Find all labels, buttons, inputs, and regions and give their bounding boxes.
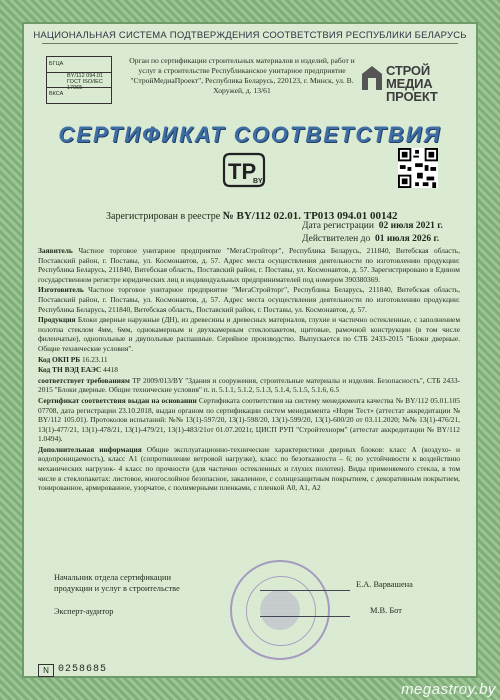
- logo-house-icon: [362, 66, 382, 90]
- basis-section: [38, 396, 460, 444]
- serial-number: 0258685: [58, 664, 108, 675]
- registry-number: № BY/112 02.01. ТР013 094.01 00142: [222, 210, 398, 222]
- applicant-section: [38, 246, 460, 284]
- tnved-code: 4418: [103, 365, 118, 375]
- certificate-paper: [22, 22, 478, 678]
- okp-label: Код ОКП РБ: [38, 354, 81, 364]
- head-signatory-title: [54, 572, 180, 594]
- seal-emblem: [260, 590, 300, 630]
- maker-label: Изготовитель: [38, 285, 84, 295]
- tr-conformity-mark: [222, 152, 266, 188]
- head-signatory-name: Е.А. Варвашена: [356, 580, 413, 589]
- head-signature-line: [260, 590, 350, 591]
- site-watermark: megastroy.by: [401, 681, 496, 698]
- national-system-header: НАЦИОНАЛЬНАЯ СИСТЕМА ПОДТВЕРЖДЕНИЯ СООТВЕТСТВИЯ РЕСПУБЛИКИ БЕЛАРУСЬ: [33, 30, 467, 41]
- maker-section: [38, 285, 460, 314]
- vksa-label: ВКСА: [49, 91, 64, 97]
- expert-signature-line: [260, 616, 350, 617]
- logo-line-2: МЕДИА: [386, 76, 433, 91]
- logo-line-1: СТРОЙ: [386, 63, 430, 78]
- requirements-label: соответствует требованиям: [38, 375, 130, 385]
- certification-body: Орган по сертификации строительных материалов и изделий, работ и услуг в строительстве Республиканское унитарное предприятие "СтройМедиаПроект", Республика Беларусь, 220123, г. Минск, ул. В. Хоружей, д. 13/61: [129, 56, 355, 95]
- tr-mark-sub: BY: [253, 178, 263, 185]
- okp-code: 16.23.11: [82, 354, 108, 364]
- serial-prefix: N: [38, 664, 54, 677]
- requirements-section: [38, 376, 460, 395]
- bgca-label: БГЦА: [49, 61, 64, 67]
- registry-label: Зарегистрирован в реестре: [106, 211, 221, 222]
- product-label: Продукция: [38, 315, 76, 325]
- applicant-text: Частное торговое унитарное предприятие "МегаСтройторг", Республика Беларусь, 211840, Витебская область, Поставский район, г. Поставы, ул. Космонавтов, д. 57. Адрес места осуществления деятельности по изготовлению продукции: Республика Беларусь, 211840, Витебская область, Поставский район, г. Поставы, ул. Космонавтов, д. 57. Зарегистрировано в Едином государственном регистре юридических лиц и индивидуальных предпринимателей под номером 390380369.: [38, 246, 460, 284]
- official-seal: [230, 560, 330, 660]
- okp-section: [38, 355, 460, 365]
- requirements-text: ТР 2009/013/BY "Здания и сооружения, строительные материалы и изделия. Безопасность", СТБ 2433-2015 "Блоки дверные. Общие технические условия" п. п. 5.1.1, 5.1.2, 5.1.3, 5.1.4, 5.1.5, 5.1.6, 6.5: [38, 375, 460, 395]
- header-rule: [42, 43, 458, 44]
- tnved-label: Код ТН ВЭД ЕАЭС: [38, 365, 102, 375]
- logo-line-3: ПРОЕКТ: [386, 89, 438, 104]
- certificate-title: СЕРТИФИКАТ СООТВЕТСТВИЯ: [58, 122, 442, 147]
- accreditation-box: [46, 56, 112, 104]
- registration-date: 02 июля 2021 г.: [378, 221, 443, 231]
- valid-until-label: Действителен до: [302, 234, 371, 244]
- head-title-line-1: Начальник отдела сертификации: [54, 573, 171, 582]
- basis-text: Сертификата соответствия на систему менеджмента качества № BY/112 05.01.105 07708, дата регистрации 23.10.2018, выдан органом по сертификации систем менеджмента «Норм Тест» (аттестат аккредитации № BY/112 105.01). Протоколов испытаний: №№ 13(1)-597/20, 13(1)-598/20, 13(1)-599/20, 13(1)-600/20 от 03.11.2020; №№ 13(1)-476/21, 13(1)-477/21, 13(1)-478/21, 13(1)-479/21, 13(1)-483/21от 01.07.2021г, ЦИСП РУП "Стройтехнорм" (аттестат аккредитации № BY/112 1.0494).: [38, 395, 460, 444]
- expert-name: М.В. Бот: [370, 606, 402, 615]
- expert-title: Эксперт-аудитор: [54, 607, 114, 616]
- product-section: [38, 315, 460, 353]
- registration-date-label: Дата регистрации: [302, 221, 374, 231]
- accreditation-code: BY/112 094.01 ГОСТ ISO/IEC 17065: [67, 73, 103, 91]
- stroymediaproekt-logo: [362, 64, 462, 104]
- extra-info-label: Дополнительная информация: [38, 444, 142, 454]
- certificate-dates: [302, 220, 443, 246]
- valid-until-date: 01 июля 2026 г.: [374, 234, 440, 244]
- certificate-body: [38, 246, 460, 494]
- applicant-label: Заявитель: [38, 246, 73, 255]
- head-title-line-2: продукции и услуг в строительстве: [54, 584, 180, 593]
- basis-label: Сертификат соответствия выдан на основании: [38, 395, 197, 405]
- maker-text: Частное торговое унитарное предприятие "МегаСтройторг", Республика Беларусь, 211840, Витебская область, Поставский район, г. Поставы, ул. Космонавтов, д. 57. Адрес места осуществления деятельности по изготовлению продукции: Республика Беларусь, 211840, Витебская область, Поставский район, г. Поставы, ул. Космонавтов, д. 57.: [38, 285, 460, 314]
- extra-info-section: [38, 445, 460, 493]
- product-text: Блоки дверные наружные (ДН), из древесины и древесных материалов, глухие и частично остекленные, с заполнением полотна стеклом 4мм, 6мм, однокамерным и двухкамерным стеклопакетом, щитовые, рамочной конструкции (в том числе филенчатые), однопольные и двупольные распашные. Серийное производство. Выпускается по СТБ 2433-2015 "Блоки дверные. Общие технические условия".: [38, 315, 460, 353]
- extra-info-text: Общие эксплуатационно-технические характеристики дверных блоков: класс А (воздухо- и водопроницаемость), класс А1 (сопротивление ветровой нагрузке), класс по безотказности – 6; по устойчивости к воздействию механических нагрузок- 4 класс по прочности (для частично остекленных и глухих полотен). Виды применяемого стекла, в том числе в стеклопакетах: листовое, многослойное безопасное, закаленное, с солнцезащитным покрытием, с декоративным покрытием, тонированное, армированное, узорчатое, с полимерными пленками, с пленкой А0, А1, А2: [38, 444, 460, 493]
- qr-code: [398, 148, 438, 188]
- tnved-section: [38, 365, 460, 375]
- tr-mark-main: TP: [228, 159, 257, 184]
